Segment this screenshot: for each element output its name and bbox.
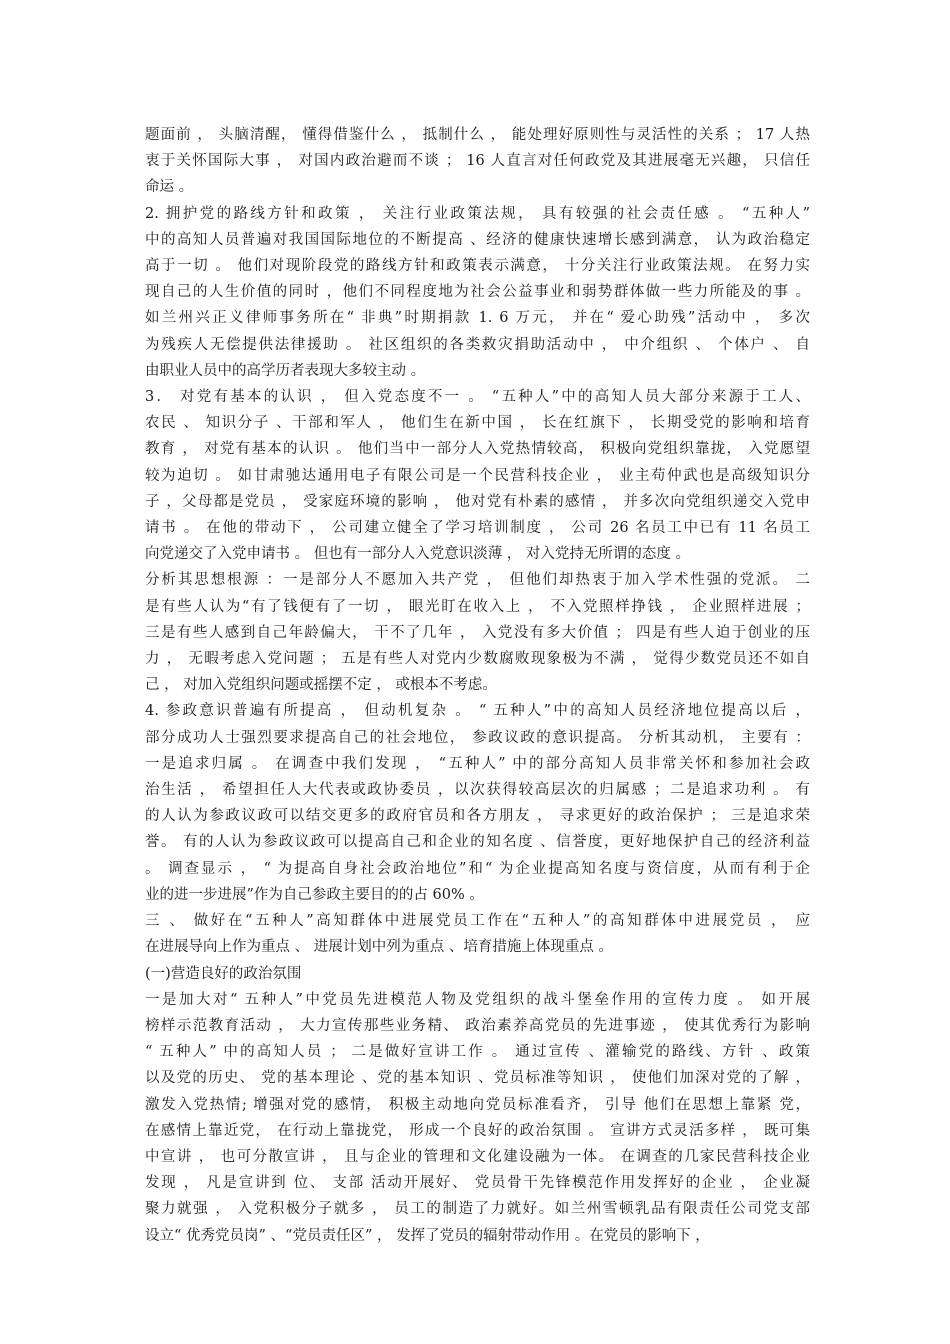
text-line: 誉。 有的人认为参政议政可以提高自己和企业的知名度 、信誉度，更好地保护自己的经济利益 [145,834,810,851]
text-line: “ 五种人” 中的高知人员 ； 二是做好宣讲工作 。 通过宣传 、灌输党的路线、方针 、政策 [145,1044,810,1061]
text-line: 部分成功人士强烈要求提高自己的社会地位， 参政议政的意识提高。 分析其动机， 主要有 ： [145,729,810,746]
text-line: 4. 参政意识普遍有所提高 ， 但动机复杂 。 “ 五种人”中的高知人员经济地位提高以后 ， [145,703,810,720]
text-line: 中宣讲 ， 也可分散宣讲 ， 且与企业的管理和文化建设融为一体。 在调查的几家民营科技企业 [145,1148,810,1165]
text-line: 由职业人员中的高学历者表现大多较主动 。 [145,362,426,379]
text-line: 三是有些人感到自己年龄偏大， 干不了几年 ， 入党没有多大价值 ； 四是有些人迫于创业的压 [145,624,810,641]
text-line: 力 ， 无暇考虑入党问题 ； 五是有些人对党内少数腐败现象极为不满 ， 觉得少数党员还不如自 [145,651,810,668]
text-line: 分析其思想根源 ：一是部分人不愿加入共产党 ， 但他们却热衷于加入学术性强的党派。 二 [145,572,810,589]
text-line: 命运 。 [145,179,194,196]
text-line: 榜样示范教育活动 ， 大力宣传那些业务精、 政治素养高党员的先进事迹 ， 使其优秀行为影响 [145,1017,810,1034]
text-line: 农民 、 知识分子 、干部和军人 ， 他们生在新中国 ， 长在红旗下 ， 长期受党的影响和培育 [145,415,810,432]
text-line: 3． 对党有基本的认识 ， 但入党态度不一 。 “五种人”中的高知人员大部分来源于工人、 [145,389,810,406]
text-line: 。 调查显示 ， “ 为提高自身社会政治地位”和“ 为企业提高知名度与资信度，从而有利于企 [145,860,810,877]
text-line: 聚力就强 ， 入党积极分子就多 ， 员工的制造了力就好。如兰州雪顿乳品有限责任公司党支部 [145,1201,810,1218]
text-line: 高于一切 。 他们对现阶段党的路线方针和政策表示满意， 十分关注行业政策法规。 在努力实 [145,258,810,275]
text-line: 题面前 ， 头脑清醒， 懂得借鉴什么 ， 抵制什么 ， 能处理好原则性与灵活性的关系 ； 17 人热 [145,127,810,143]
paragraph-p2 [145,384,810,567]
text-line: 衷于关怀国际大事 ， 对国内政治避而不谈 ； 16 人直言对任何政党及其进展毫无兴趣， 只信任 [145,153,810,170]
paragraph-p7 [145,987,810,1249]
paragraph-p0 [145,122,810,201]
text-line: 的人认为参政议政可以结交更多的政府官员和各方朋友 ， 寻求更好的政治保护 ； 三是追求荣 [145,808,810,825]
text-line: 子 ，父母都是党员 ， 受家庭环境的影响 ， 他对党有朴素的感情 ， 并多次向党组织递交入党申 [145,493,810,510]
text-line: 一是追求归属 。 在调查中我们发现 ， “五种人” 中的部分高知人员非常关怀和参加社会政 [145,755,810,772]
text-line: 激发入党热情; 增强对党的感情， 积极主动地向党员标准看齐， 引导 他们在思想上靠紧 党， [145,1096,810,1113]
text-line: 是有些人认为“有了钱便有了一切 ， 眼光盯在收入上 ， 不入党照样挣钱 ， 企业照样进展 ； [145,598,810,615]
paragraph-p3 [145,567,810,698]
text-line: 较为迫切 。 如甘肃驰达通用电子有限公司是一个民营科技企业 ， 业主苟仲武也是高级知识分 [145,467,810,484]
text-line: 如兰州兴正义律师事务所在“ 非典”时期捐款 1. 6 万元， 并在“ 爱心助残”活动中 ， 多次 [145,310,810,327]
text-line: 在进展导向上作为重点 、 进展计划中列为重点 、培育措施上体现重点 。 [145,939,613,956]
text-line: 向党递交了入党申请书 。 但也有一部分人入党意识淡薄 ， 对入党持无所谓的态度 。 [145,546,691,563]
text-line: 2. 拥护党的路线方针和政策 ， 关注行业政策法规， 具有较强的社会责任感 。 “五种人” [145,205,810,222]
text-line: 为残疾人无偿提供法律援助 。 社区组织的各类救灾捐助活动中 ， 中介组织 、 个体户 、 自 [145,336,810,353]
text-line: 请书 。 在他的带动下 ， 公司建立健全了学习培训制度 ， 公司 26 名员工中已有 11 名员工 [145,520,810,537]
text-line: 以及党的历史、 党的基本理论 、党的基本知识 、党员标准等知识 ， 使他们加深对党的了解 ， [145,1070,810,1087]
text-line: 己 ， 对加入党组织问题或摇摆不定 ， 或根本不考虑。 [145,677,497,694]
document-page [145,122,810,1249]
paragraph-p1 [145,201,810,384]
text-line: 现自己的人生价值的同时 ，他们不同程度地为社会公益事业和弱势群体做一些力所能及的事 。 [145,284,810,301]
text-line: 三 、 做好在“五种人”高知群体中进展党员工作在“五种人”的高知群体中进展党员 ， 应 [145,913,810,930]
text-line: (一)营造良好的政治氛围 [145,965,302,982]
text-line: 中的高知人员普遍对我国国际地位的不断提高 、经济的健康快速增长感到满意， 认为政治稳定 [145,231,810,248]
text-line: 发现 ， 凡是宣讲到 位、 支部 活动开展好、 党员骨干先锋模范作用发挥好的企业 ， 企业凝 [145,1175,810,1192]
text-line: 在感情上靠近党， 在行动上靠拢党， 形成一个良好的政治氛围 。 宣讲方式灵活多样 ， 既可集 [145,1122,810,1139]
text-line: 业的进一步进展”作为自己参政主要目的的占 60% 。 [145,886,484,903]
text-line: 治生活 ， 希望担任人大代表或政协委员 ，以次获得较高层次的归属感 ；二是追求功利 。 有 [145,782,810,799]
text-line: 教育 ， 对党有基本的认识 。 他们当中一部分人入党热情较高， 积极向党组织靠拢， 入党愿望 [145,441,810,458]
text-line: 设立“ 优秀党员岗” 、“党员责任区” ， 发挥了党员的辐射带动作用 。在党员的影响下 ， [145,1227,710,1244]
text-line: 一是加大对“ 五种人”中党员先进模范人物及党组织的战斗堡垒作用的宣传力度 。 如开展 [145,991,810,1008]
paragraph-p4 [145,698,810,908]
paragraph-p6 [145,961,810,987]
paragraph-p5 [145,908,810,960]
